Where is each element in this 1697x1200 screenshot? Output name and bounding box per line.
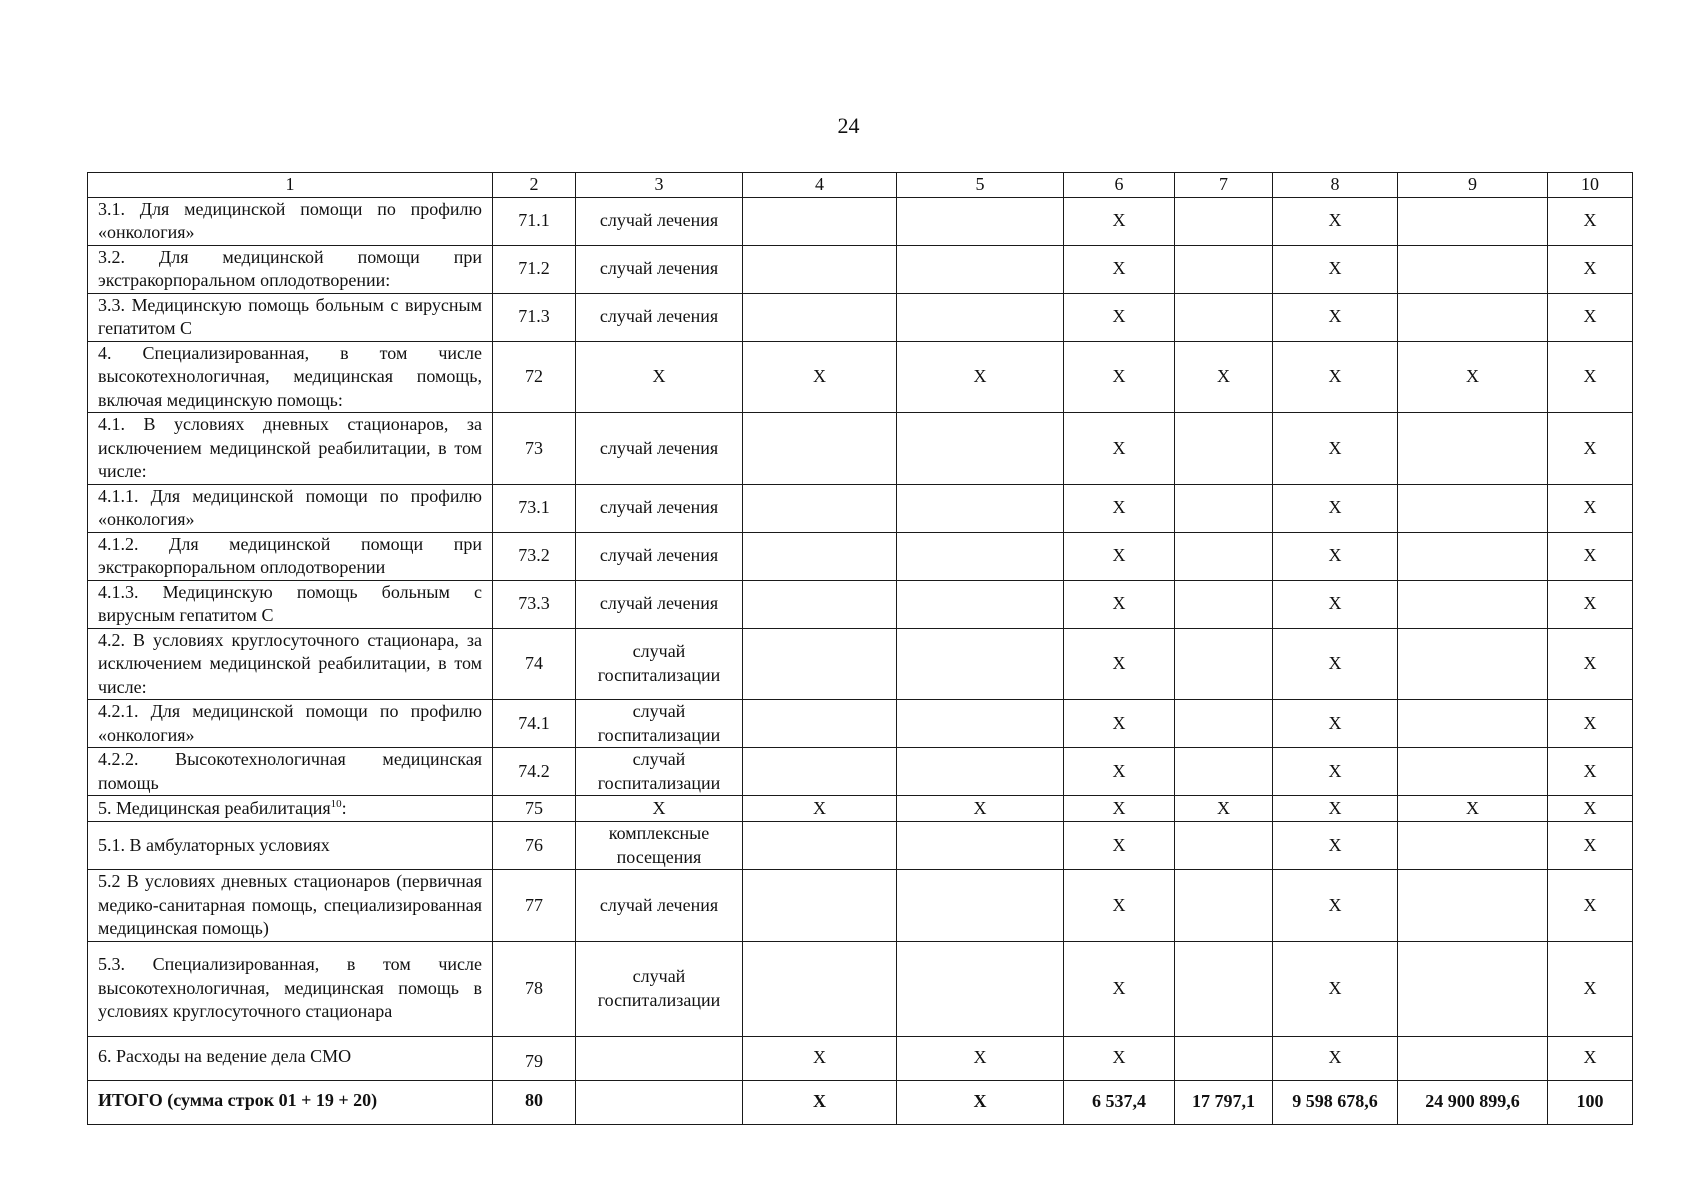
column-header: 9 — [1398, 173, 1548, 198]
value-cell: X — [897, 1036, 1064, 1080]
value-cell — [743, 870, 897, 942]
value-cell: X — [1273, 628, 1398, 700]
value-cell — [1398, 484, 1548, 532]
value-cell — [1175, 870, 1273, 942]
column-header: 3 — [576, 173, 743, 198]
row-unit: случай госпитализации — [576, 700, 743, 748]
row-code: 79 — [493, 1036, 576, 1080]
table-row — [88, 197, 1633, 245]
table-row — [88, 870, 1633, 942]
value-cell: X — [1548, 941, 1633, 1036]
value-cell: X — [897, 796, 1064, 822]
total-row — [88, 1080, 1633, 1124]
value-cell: X — [743, 796, 897, 822]
value-cell: 6 537,4 — [1064, 1080, 1175, 1124]
value-cell — [1398, 293, 1548, 341]
value-cell — [1175, 197, 1273, 245]
value-cell: X — [1273, 341, 1398, 413]
row-code: 75 — [493, 796, 576, 822]
value-cell: X — [1548, 748, 1633, 796]
value-cell — [897, 293, 1064, 341]
row-name-suffix: : — [341, 797, 347, 818]
row-code: 80 — [493, 1080, 576, 1124]
value-cell — [1398, 822, 1548, 870]
value-cell: X — [1064, 796, 1175, 822]
column-header: 5 — [897, 173, 1064, 198]
value-cell: X — [1548, 245, 1633, 293]
value-cell — [1175, 1036, 1273, 1080]
value-cell: X — [1548, 700, 1633, 748]
value-cell: X — [1064, 293, 1175, 341]
row-code: 73.3 — [493, 580, 576, 628]
value-cell: X — [1273, 748, 1398, 796]
value-cell: X — [1398, 796, 1548, 822]
value-cell: X — [1273, 822, 1398, 870]
row-unit: случай лечения — [576, 293, 743, 341]
value-cell: X — [1273, 197, 1398, 245]
value-cell — [1398, 197, 1548, 245]
value-cell: X — [897, 341, 1064, 413]
value-cell — [743, 293, 897, 341]
value-cell — [897, 532, 1064, 580]
value-cell: X — [1064, 870, 1175, 942]
table-row — [88, 532, 1633, 580]
value-cell — [1398, 870, 1548, 942]
row-unit: случай лечения — [576, 197, 743, 245]
row-unit — [576, 1036, 743, 1080]
value-cell — [1398, 413, 1548, 485]
value-cell: X — [1064, 245, 1175, 293]
value-cell: X — [1064, 1036, 1175, 1080]
value-cell: X — [1548, 580, 1633, 628]
value-cell — [1175, 628, 1273, 700]
value-cell: X — [1064, 580, 1175, 628]
value-cell — [897, 580, 1064, 628]
column-header: 7 — [1175, 173, 1273, 198]
row-name: 3.1. Для медицинской помощи по профилю «онкология» — [88, 197, 493, 245]
page-number: 24 — [837, 113, 860, 138]
value-cell — [1398, 748, 1548, 796]
value-cell — [1398, 532, 1548, 580]
row-name-text: 5. Медицинская реабилитация — [98, 797, 331, 818]
value-cell: X — [1273, 941, 1398, 1036]
value-cell: 100 — [1548, 1080, 1633, 1124]
value-cell — [1175, 413, 1273, 485]
table-row — [88, 341, 1633, 413]
row-code: 72 — [493, 341, 576, 413]
value-cell — [897, 822, 1064, 870]
value-cell: 24 900 899,6 — [1398, 1080, 1548, 1124]
value-cell — [897, 941, 1064, 1036]
column-header: 10 — [1548, 173, 1633, 198]
value-cell — [1175, 245, 1273, 293]
table-row — [88, 580, 1633, 628]
row-code: 78 — [493, 941, 576, 1036]
value-cell — [897, 245, 1064, 293]
value-cell: X — [1175, 796, 1273, 822]
value-cell: X — [1548, 413, 1633, 485]
row-name: 5.1. В амбулаторных условиях — [88, 822, 493, 870]
value-cell — [743, 700, 897, 748]
row-name: ИТОГО (сумма строк 01 + 19 + 20) — [88, 1080, 493, 1124]
value-cell — [743, 941, 897, 1036]
value-cell — [1398, 941, 1548, 1036]
row-unit: случай лечения — [576, 870, 743, 942]
value-cell — [1175, 532, 1273, 580]
row-code: 73 — [493, 413, 576, 485]
row-unit: случай лечения — [576, 580, 743, 628]
row-name: 3.2. Для медицинской помощи при экстракорпоральном оплодотворении: — [88, 245, 493, 293]
value-cell — [1398, 580, 1548, 628]
row-name: 4.1.1. Для медицинской помощи по профилю «онкология» — [88, 484, 493, 532]
value-cell — [743, 245, 897, 293]
value-cell — [897, 484, 1064, 532]
value-cell — [897, 700, 1064, 748]
value-cell: X — [1548, 822, 1633, 870]
row-name: 4.1. В условиях дневных стационаров, за исключением медицинской реабилитации, в том числе: — [88, 413, 493, 485]
value-cell — [1398, 700, 1548, 748]
value-cell: X — [1064, 748, 1175, 796]
value-cell: X — [1273, 1036, 1398, 1080]
value-cell — [743, 748, 897, 796]
value-cell — [897, 870, 1064, 942]
value-cell — [743, 484, 897, 532]
row-unit: X — [576, 796, 743, 822]
row-name: 4.1.3. Медицинскую помощь больным с вирусным гепатитом С — [88, 580, 493, 628]
header-row — [88, 173, 1633, 198]
value-cell — [1398, 245, 1548, 293]
value-cell — [1175, 822, 1273, 870]
row-code: 73.1 — [493, 484, 576, 532]
row-code: 74 — [493, 628, 576, 700]
value-cell: X — [1064, 941, 1175, 1036]
row-name: 4.1.2. Для медицинской помощи при экстракорпоральном оплодотворении — [88, 532, 493, 580]
value-cell: X — [1273, 484, 1398, 532]
value-cell: X — [1064, 197, 1175, 245]
table-row — [88, 245, 1633, 293]
table-row — [88, 484, 1633, 532]
row-name: 4. Специализированная, в том числе высокотехнологичная, медицинская помощь, включая медицинскую помощь: — [88, 341, 493, 413]
row-name: 4.2.2. Высокотехнологичная медицинская помощь — [88, 748, 493, 796]
value-cell: X — [1548, 484, 1633, 532]
value-cell: X — [1548, 796, 1633, 822]
value-cell: X — [1273, 413, 1398, 485]
value-cell — [1175, 941, 1273, 1036]
value-cell: X — [743, 1036, 897, 1080]
table-row — [88, 822, 1633, 870]
value-cell: X — [1064, 484, 1175, 532]
table-row — [88, 748, 1633, 796]
value-cell: X — [1548, 628, 1633, 700]
value-cell — [897, 413, 1064, 485]
value-cell — [743, 822, 897, 870]
row-code: 71.1 — [493, 197, 576, 245]
value-cell: X — [1064, 532, 1175, 580]
row-unit: случай лечения — [576, 532, 743, 580]
value-cell — [743, 580, 897, 628]
value-cell — [743, 197, 897, 245]
table-row — [88, 413, 1633, 485]
value-cell — [897, 628, 1064, 700]
value-cell — [743, 532, 897, 580]
row-unit — [576, 1080, 743, 1124]
value-cell: X — [1548, 341, 1633, 413]
value-cell: X — [1273, 532, 1398, 580]
row-code: 71.2 — [493, 245, 576, 293]
footnote-ref: 10 — [330, 797, 342, 810]
value-cell: X — [1548, 532, 1633, 580]
value-cell: X — [1273, 245, 1398, 293]
table-row — [88, 796, 1633, 822]
value-cell — [1175, 293, 1273, 341]
table-row — [88, 700, 1633, 748]
value-cell: X — [743, 1080, 897, 1124]
value-cell — [897, 197, 1064, 245]
value-cell: X — [1064, 341, 1175, 413]
table-row — [88, 941, 1633, 1036]
value-cell — [1175, 748, 1273, 796]
value-cell — [1398, 628, 1548, 700]
row-code: 71.3 — [493, 293, 576, 341]
value-cell: X — [1273, 796, 1398, 822]
table-row — [88, 293, 1633, 341]
column-header: 6 — [1064, 173, 1175, 198]
value-cell: X — [1548, 197, 1633, 245]
value-cell: X — [1548, 1036, 1633, 1080]
data-table — [87, 172, 1633, 1125]
table-row — [88, 628, 1633, 700]
row-code: 74.2 — [493, 748, 576, 796]
value-cell — [1175, 580, 1273, 628]
value-cell: 9 598 678,6 — [1273, 1080, 1398, 1124]
row-name: 5.2 В условиях дневных стационаров (первичная медико-санитарная помощь, специализированная медицинская помощь) — [88, 870, 493, 942]
row-unit: случай госпитализации — [576, 628, 743, 700]
value-cell — [1175, 700, 1273, 748]
row-unit: случай лечения — [576, 245, 743, 293]
value-cell — [743, 413, 897, 485]
row-code: 76 — [493, 822, 576, 870]
value-cell — [897, 748, 1064, 796]
row-name: 4.2. В условиях круглосуточного стационара, за исключением медицинской реабилитации, в том числе: — [88, 628, 493, 700]
value-cell: X — [897, 1080, 1064, 1124]
value-cell — [1175, 484, 1273, 532]
column-header: 1 — [88, 173, 493, 198]
row-code: 77 — [493, 870, 576, 942]
value-cell: X — [1273, 293, 1398, 341]
value-cell: X — [1398, 341, 1548, 413]
row-unit: случай госпитализации — [576, 748, 743, 796]
value-cell: X — [1175, 341, 1273, 413]
row-name: 3.3. Медицинскую помощь больным с вирусным гепатитом С — [88, 293, 493, 341]
column-header: 2 — [493, 173, 576, 198]
table-row — [88, 1036, 1633, 1080]
row-unit: комплексные посещения — [576, 822, 743, 870]
value-cell: X — [1548, 870, 1633, 942]
column-header: 4 — [743, 173, 897, 198]
value-cell: X — [1273, 870, 1398, 942]
value-cell: X — [1273, 700, 1398, 748]
row-unit: X — [576, 341, 743, 413]
value-cell — [1398, 1036, 1548, 1080]
row-name: 6. Расходы на ведение дела СМО — [88, 1036, 493, 1080]
row-name: 5.3. Специализированная, в том числе высокотехнологичная, медицинская помощь в условиях круглосуточного стационара — [88, 941, 493, 1036]
row-unit: случай госпитализации — [576, 941, 743, 1036]
value-cell: X — [1064, 700, 1175, 748]
value-cell: X — [743, 341, 897, 413]
row-code: 74.1 — [493, 700, 576, 748]
row-code: 73.2 — [493, 532, 576, 580]
row-unit: случай лечения — [576, 484, 743, 532]
column-header: 8 — [1273, 173, 1398, 198]
value-cell: X — [1064, 413, 1175, 485]
row-name — [88, 796, 493, 822]
value-cell: 17 797,1 — [1175, 1080, 1273, 1124]
row-name: 4.2.1. Для медицинской помощи по профилю «онкология» — [88, 700, 493, 748]
value-cell: X — [1273, 580, 1398, 628]
value-cell: X — [1064, 628, 1175, 700]
value-cell — [743, 628, 897, 700]
value-cell: X — [1064, 822, 1175, 870]
row-unit: случай лечения — [576, 413, 743, 485]
value-cell: X — [1548, 293, 1633, 341]
